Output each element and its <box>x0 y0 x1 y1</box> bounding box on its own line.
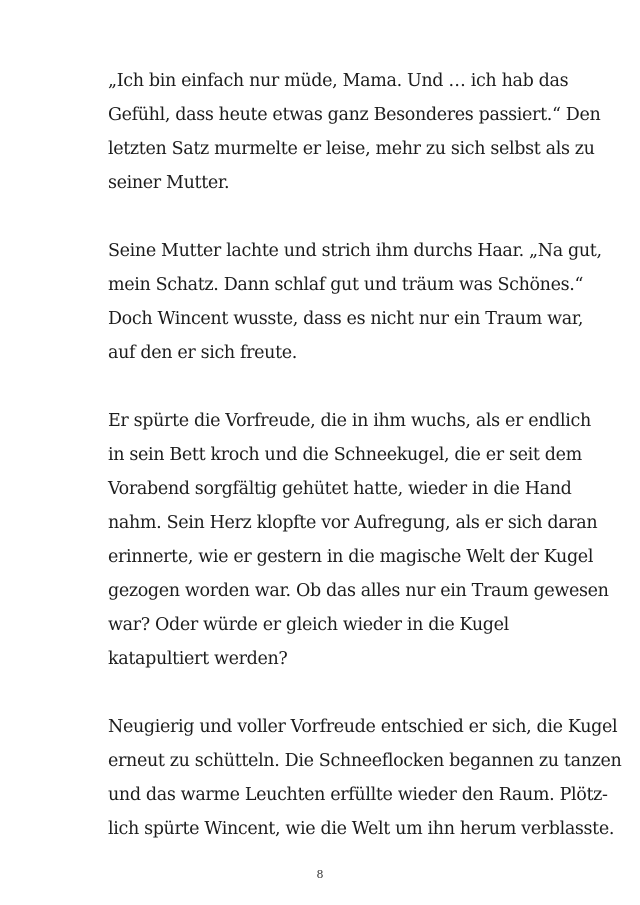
text-line: auf den er sich freute. <box>108 343 298 363</box>
paragraph-gap <box>108 200 588 234</box>
text-line: Doch Wincent wusste, dass es nicht nur ein Traum war, <box>108 309 584 329</box>
text-line: Er spürte die Vorfreude, die in ihm wuchs, als er endlich <box>108 411 591 431</box>
text-line: nahm. Sein Herz klopfte vor Aufregung, als er sich daran <box>108 513 598 533</box>
text-line: gezogen worden war. Ob das alles nur ein Traum gewesen <box>108 581 609 601</box>
paragraph-1 <box>108 64 601 200</box>
text-line: Seine Mutter lachte und strich ihm durchs Haar. „Na gut, <box>108 241 602 261</box>
paragraph-3 <box>108 404 609 676</box>
text-line: erneut zu schütteln. Die Schneeflocken begannen zu tanzen <box>108 751 622 771</box>
text-line: und das warme Leuchten erfüllte wieder den Raum. Plötz- <box>108 785 608 805</box>
text-line: Gefühl, dass heute etwas ganz Besonderes passiert.“ Den <box>108 105 601 125</box>
text-line: katapultiert werden? <box>108 649 288 669</box>
text-line: lich spürte Wincent, wie die Welt um ihn herum verblasste. <box>108 819 615 839</box>
text-line: mein Schatz. Dann schlaf gut und träum was Schönes.“ <box>108 275 584 295</box>
paragraph-gap <box>108 676 588 710</box>
text-line: erinnerte, wie er gestern in die magische Welt der Kugel <box>108 547 594 567</box>
text-line: seiner Mutter. <box>108 173 230 193</box>
paragraph-2 <box>108 234 602 370</box>
text-line: Vorabend sorgfältig gehütet hatte, wieder in die Hand <box>108 479 572 499</box>
text-line: war? Oder würde er gleich wieder in die Kugel <box>108 615 509 635</box>
page-number: 8 <box>316 868 324 881</box>
body-text <box>108 64 622 846</box>
text-line: letzten Satz murmelte er leise, mehr zu sich selbst als zu <box>108 139 595 159</box>
text-line: in sein Bett kroch und die Schneekugel, die er seit dem <box>108 445 582 465</box>
paragraph-gap <box>108 370 588 404</box>
paragraph-4 <box>108 710 622 846</box>
text-line: „Ich bin einfach nur müde, Mama. Und … ich hab das <box>108 71 569 91</box>
text-line: Neugierig und voller Vorfreude entschied er sich, die Kugel <box>108 717 618 737</box>
